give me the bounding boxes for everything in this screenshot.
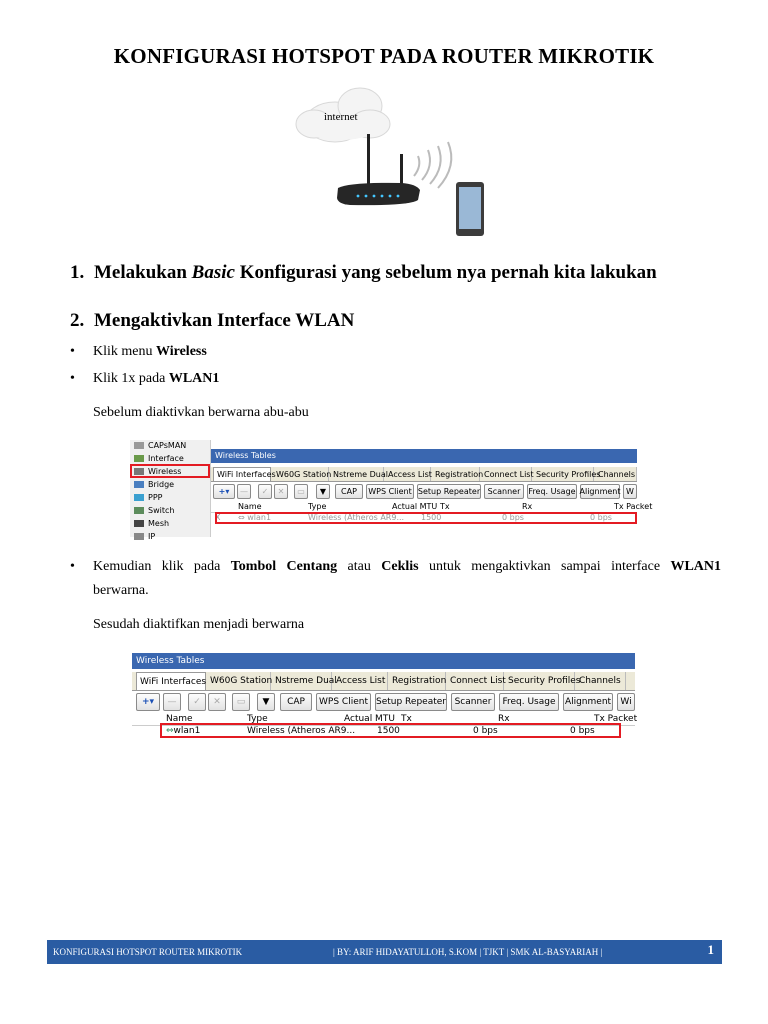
filter-button[interactable] (257, 693, 275, 711)
sidebar-item-switch[interactable]: Switch (134, 506, 174, 515)
row-type: Wireless (Atheros AR9... (247, 726, 356, 736)
interface-icon (134, 455, 144, 462)
tab-bar (211, 467, 637, 482)
row-rx: 0 bps (570, 726, 595, 736)
cap-button[interactable]: CAP (335, 484, 363, 499)
bridge-icon (134, 481, 144, 488)
heading-section-1: 1. Melakukan Basic Konfigurasi yang sebelum nya pernah kita lakukan (70, 262, 657, 283)
highlight-wlan1-row (160, 723, 621, 738)
interface-icon: ⇔ (166, 726, 174, 736)
freq-usage-button[interactable]: Freq. Usage (527, 484, 577, 499)
screenshot-before (130, 440, 653, 541)
row-mtu: 1500 (377, 726, 400, 736)
bullet-item: • Kemudian klik pada Tombol Centang atau Ceklis untuk mengaktivkan sampai interface WLAN1 berwarna. (70, 559, 721, 598)
enable-button[interactable] (188, 693, 206, 711)
switch-icon (134, 507, 144, 514)
network-diagram (290, 84, 500, 242)
tab-w60g-station[interactable]: W60G Station (273, 467, 329, 481)
col-name[interactable]: Name (166, 714, 193, 724)
tab-nstreme-dual[interactable]: Nstreme Dual (330, 467, 384, 481)
tab-security-profiles[interactable]: Security Profiles (533, 467, 594, 481)
col-type[interactable]: Type (308, 502, 327, 511)
sidebar-item-interface[interactable]: Interface (134, 454, 184, 463)
tab-wifi-interfaces[interactable]: WiFi Interfaces (136, 672, 206, 690)
row-name: ⇔wlan1 (166, 726, 201, 736)
col-name[interactable]: Name (238, 502, 262, 511)
smartphone-icon (456, 182, 484, 236)
filter-icon: ▼ (319, 487, 327, 496)
enable-button[interactable] (258, 484, 272, 499)
footer-title: KONFIGURASI HOTSPOT ROUTER MIKROTIK (53, 947, 243, 957)
minus-icon: — (167, 697, 177, 707)
sidebar-item-wireless[interactable]: Wireless (134, 467, 181, 476)
col-tx[interactable]: Tx (440, 502, 450, 511)
remove-button[interactable] (163, 693, 181, 711)
col-actual-mtu[interactable]: Actual MTU (344, 714, 395, 724)
tab-access-list[interactable]: Access List (385, 467, 431, 481)
scanner-button[interactable]: Scanner (451, 693, 495, 711)
sidebar-menu (130, 440, 211, 541)
setup-repeater-button[interactable]: Setup Repeater (417, 484, 481, 499)
section-number: 2. (70, 310, 85, 331)
page-number: 1 (707, 942, 714, 957)
screenshot-after (132, 651, 638, 761)
row-tx: 0 bps (473, 726, 498, 736)
paragraph-after: Sesudah diaktifkan menjadi berwarna (93, 617, 305, 632)
wps-client-button[interactable]: WPS Client (316, 693, 371, 711)
sidebar-item-ppp[interactable]: PPP (134, 493, 162, 502)
bullet-item: • Klik menu Wireless (70, 344, 207, 359)
comment-button[interactable] (232, 693, 250, 711)
setup-repeater-button[interactable]: Setup Repeater (375, 693, 447, 711)
col-rx[interactable]: Rx (522, 502, 533, 511)
row-rx: 0 bps (590, 513, 612, 522)
plus-icon: +▾ (141, 697, 155, 707)
col-actual-mtu[interactable]: Actual MTU (392, 502, 438, 511)
interface-icon: ⇔ (238, 513, 245, 522)
toolbar (132, 692, 635, 712)
sidebar-item-bridge[interactable]: Bridge (134, 480, 174, 489)
cross-icon: ✕ (213, 697, 221, 707)
add-button[interactable] (136, 693, 160, 711)
heading-section-2: 2. Mengaktivkan Interface WLAN (70, 310, 355, 331)
filter-button[interactable] (316, 484, 330, 499)
alignment-button[interactable]: Alignment (580, 484, 620, 499)
tab-registration[interactable]: Registration (389, 672, 446, 690)
tab-security-profiles[interactable]: Security Profiles (505, 672, 575, 690)
toolbar (211, 483, 637, 500)
window-titlebar: Wireless Tables (132, 653, 635, 669)
sidebar-item-capsman[interactable]: CAPsMAN (134, 441, 186, 450)
col-tx[interactable]: Tx (401, 714, 412, 724)
sidebar-item-mesh[interactable]: Mesh (134, 519, 169, 528)
comment-icon: ▭ (297, 487, 305, 496)
comment-icon: ▭ (236, 697, 246, 707)
page-footer (47, 940, 722, 964)
freq-usage-button[interactable]: Freq. Usage (499, 693, 559, 711)
tab-access-list[interactable]: Access List (333, 672, 388, 690)
minus-icon: — (240, 487, 248, 496)
col-tx-packet[interactable]: Tx Packet (614, 502, 653, 511)
tab-channels[interactable]: Channels (595, 467, 637, 481)
plus-icon: +▾ (218, 487, 230, 496)
cap-button[interactable]: CAP (280, 693, 312, 711)
section-number: 1. (70, 262, 85, 283)
tab-connect-list[interactable]: Connect List (481, 467, 532, 481)
comment-button[interactable] (294, 484, 308, 499)
checkmark-icon: ✓ (261, 487, 269, 496)
paragraph-before: Sebelum diaktivkan berwarna abu-abu (93, 405, 309, 420)
footer-author: | BY: ARIF HIDAYATULLOH, S.KOM | TJKT | SMK AL-BASYARIAH | (333, 947, 603, 957)
ip-icon (134, 533, 144, 540)
remove-button[interactable] (237, 484, 251, 499)
add-button[interactable] (213, 484, 235, 499)
overflow-button[interactable]: Wi (617, 693, 635, 711)
tab-connect-list[interactable]: Connect List (447, 672, 504, 690)
overflow-button[interactable]: W (623, 484, 637, 499)
alignment-button[interactable]: Alignment (563, 693, 613, 711)
disabled-flag: X (215, 513, 221, 522)
bullet-item: • Klik 1x pada WLAN1 (70, 371, 220, 386)
highlight-wlan1-row (215, 512, 637, 524)
wps-client-button[interactable]: WPS Client (366, 484, 414, 499)
window-titlebar: Wireless Tables (211, 449, 637, 463)
disable-button[interactable] (274, 484, 288, 499)
page-title: KONFIGURASI HOTSPOT PADA ROUTER MIKROTIK (113, 44, 655, 68)
tab-wifi-interfaces[interactable]: WiFi Interfaces (213, 467, 271, 481)
mesh-icon (134, 520, 144, 527)
filter-icon: ▼ (262, 697, 270, 707)
sidebar-item-ip[interactable]: IP (134, 532, 155, 541)
tab-w60g-station[interactable]: W60G Station (207, 672, 271, 690)
highlight-wireless (130, 464, 210, 478)
row-name: ⇔ wlan1 (238, 513, 272, 522)
cross-icon: ✕ (277, 487, 285, 496)
router-icon (337, 134, 420, 205)
col-rx[interactable]: Rx (498, 714, 510, 724)
tab-registration[interactable]: Registration (432, 467, 480, 481)
row-type: Wireless (Atheros AR9... (308, 513, 405, 522)
ppp-icon (134, 494, 144, 501)
capsman-icon (134, 442, 144, 449)
tab-bar (132, 672, 635, 691)
tab-channels[interactable]: Channels (576, 672, 626, 690)
row-mtu: 1500 (421, 513, 442, 522)
wifi-signal-icon (414, 142, 451, 188)
row-tx: 0 bps (502, 513, 524, 522)
col-type[interactable]: Type (247, 714, 268, 724)
cloud-label: internet (324, 111, 358, 123)
tab-nstreme-dual[interactable]: Nstreme Dual (272, 672, 332, 690)
disable-button[interactable] (208, 693, 226, 711)
scanner-button[interactable]: Scanner (484, 484, 524, 499)
col-tx-packet[interactable]: Tx Packet (594, 714, 638, 724)
checkmark-icon: ✓ (193, 697, 201, 707)
